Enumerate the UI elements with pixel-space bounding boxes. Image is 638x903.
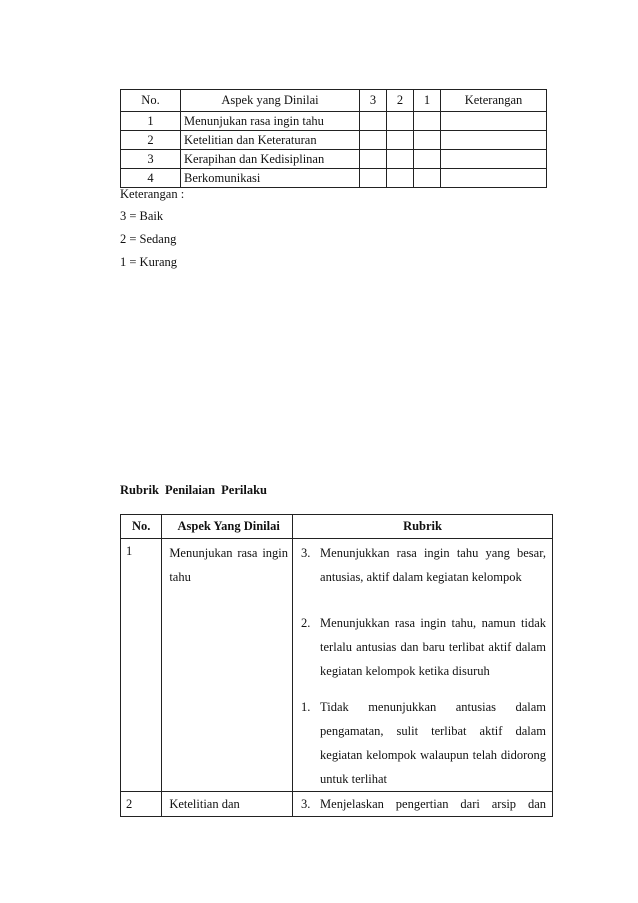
rubrik-criteria-cell <box>293 792 553 817</box>
rubrik-row-aspek-cell <box>162 539 293 792</box>
row-no: 2 <box>121 131 181 150</box>
criterion-text: Menjelaskan pengertian dari arsip dan <box>320 797 546 811</box>
rubrik-table <box>120 514 553 817</box>
table-header-row <box>121 90 547 112</box>
keterangan-cell <box>441 150 547 169</box>
table-row <box>121 150 547 169</box>
criterion-number: 3. <box>301 546 311 560</box>
rubrik-row-aspek-cell <box>162 792 293 817</box>
criterion-number: 2. <box>301 616 311 630</box>
score-cell <box>360 169 387 188</box>
rubrik-criterion <box>293 695 552 791</box>
row-aspek: Menunjukan rasa ingin tahu <box>181 112 360 131</box>
row-no: 1 <box>121 112 181 131</box>
header-score-2: 2 <box>387 90 414 112</box>
rubrik-row <box>121 539 553 792</box>
row-no: 4 <box>121 169 181 188</box>
criterion-number: 1. <box>301 700 311 714</box>
rubrik-row-no: 2 <box>121 792 162 817</box>
rubrik-criterion <box>293 541 552 589</box>
rubrik-header-no: No. <box>121 515 162 539</box>
score-cell <box>387 112 414 131</box>
row-aspek: Berkomunikasi <box>181 169 360 188</box>
score-cell <box>387 131 414 150</box>
score-cell <box>414 150 441 169</box>
rubrik-row <box>121 792 553 817</box>
score-cell <box>360 150 387 169</box>
table-row <box>121 112 547 131</box>
keterangan-label: Keterangan : <box>120 187 185 201</box>
score-cell <box>414 169 441 188</box>
score-cell <box>414 131 441 150</box>
criterion-text: Menunjukkan rasa ingin tahu, namun tidak terlalu antusias dan baru terlibat aktif dalam kegiatan kelompok ketika disuruh <box>320 616 546 678</box>
table-row <box>121 131 547 150</box>
assessment-table <box>120 89 547 188</box>
criterion-text: Tidak menunjukkan antusias dalam pengamatan, sulit terlibat aktif dalam kegiatan kelompok walaupun telah didorong untuk terlihat <box>320 700 546 786</box>
header-score-1: 1 <box>414 90 441 112</box>
score-cell <box>360 112 387 131</box>
score-cell <box>387 169 414 188</box>
keterangan-cell <box>441 131 547 150</box>
rubrik-header-row <box>121 515 553 539</box>
rubrik-row-aspek: Ketelitian dan <box>169 797 240 811</box>
header-no: No. <box>121 90 181 112</box>
keterangan-cell <box>441 112 547 131</box>
rubrik-criteria-list <box>293 792 552 816</box>
keterangan-cell <box>441 169 547 188</box>
header-keterangan: Keterangan <box>441 90 547 112</box>
rubrik-criteria-list <box>293 539 552 791</box>
rubrik-criterion <box>293 792 552 816</box>
rubrik-title: Rubrik Penilaian Perilaku <box>120 483 267 497</box>
keterangan-item: 2 = Sedang <box>120 232 177 246</box>
keterangan-item: 3 = Baik <box>120 209 164 223</box>
row-no: 3 <box>121 150 181 169</box>
criterion-number: 3. <box>301 797 311 811</box>
criterion-text: Menunjukkan rasa ingin tahu yang besar, antusias, aktif dalam kegiatan kelompok <box>320 546 546 584</box>
header-aspek: Aspek yang Dinilai <box>181 90 360 112</box>
rubrik-row-aspek: Menunjukan rasa ingin tahu <box>169 546 289 584</box>
score-cell <box>387 150 414 169</box>
score-cell <box>360 131 387 150</box>
header-score-3: 3 <box>360 90 387 112</box>
rubrik-row-no: 1 <box>121 539 162 792</box>
rubrik-header-aspek: Aspek Yang Dinilai <box>162 515 293 539</box>
row-aspek: Kerapihan dan Kedisiplinan <box>181 150 360 169</box>
rubrik-criterion <box>293 611 552 683</box>
score-cell <box>414 112 441 131</box>
keterangan-item: 1 = Kurang <box>120 255 178 269</box>
row-aspek: Ketelitian dan Keteraturan <box>181 131 360 150</box>
table-row <box>121 169 547 188</box>
rubrik-header-rubrik: Rubrik <box>293 515 553 539</box>
rubrik-criteria-cell <box>293 539 553 792</box>
